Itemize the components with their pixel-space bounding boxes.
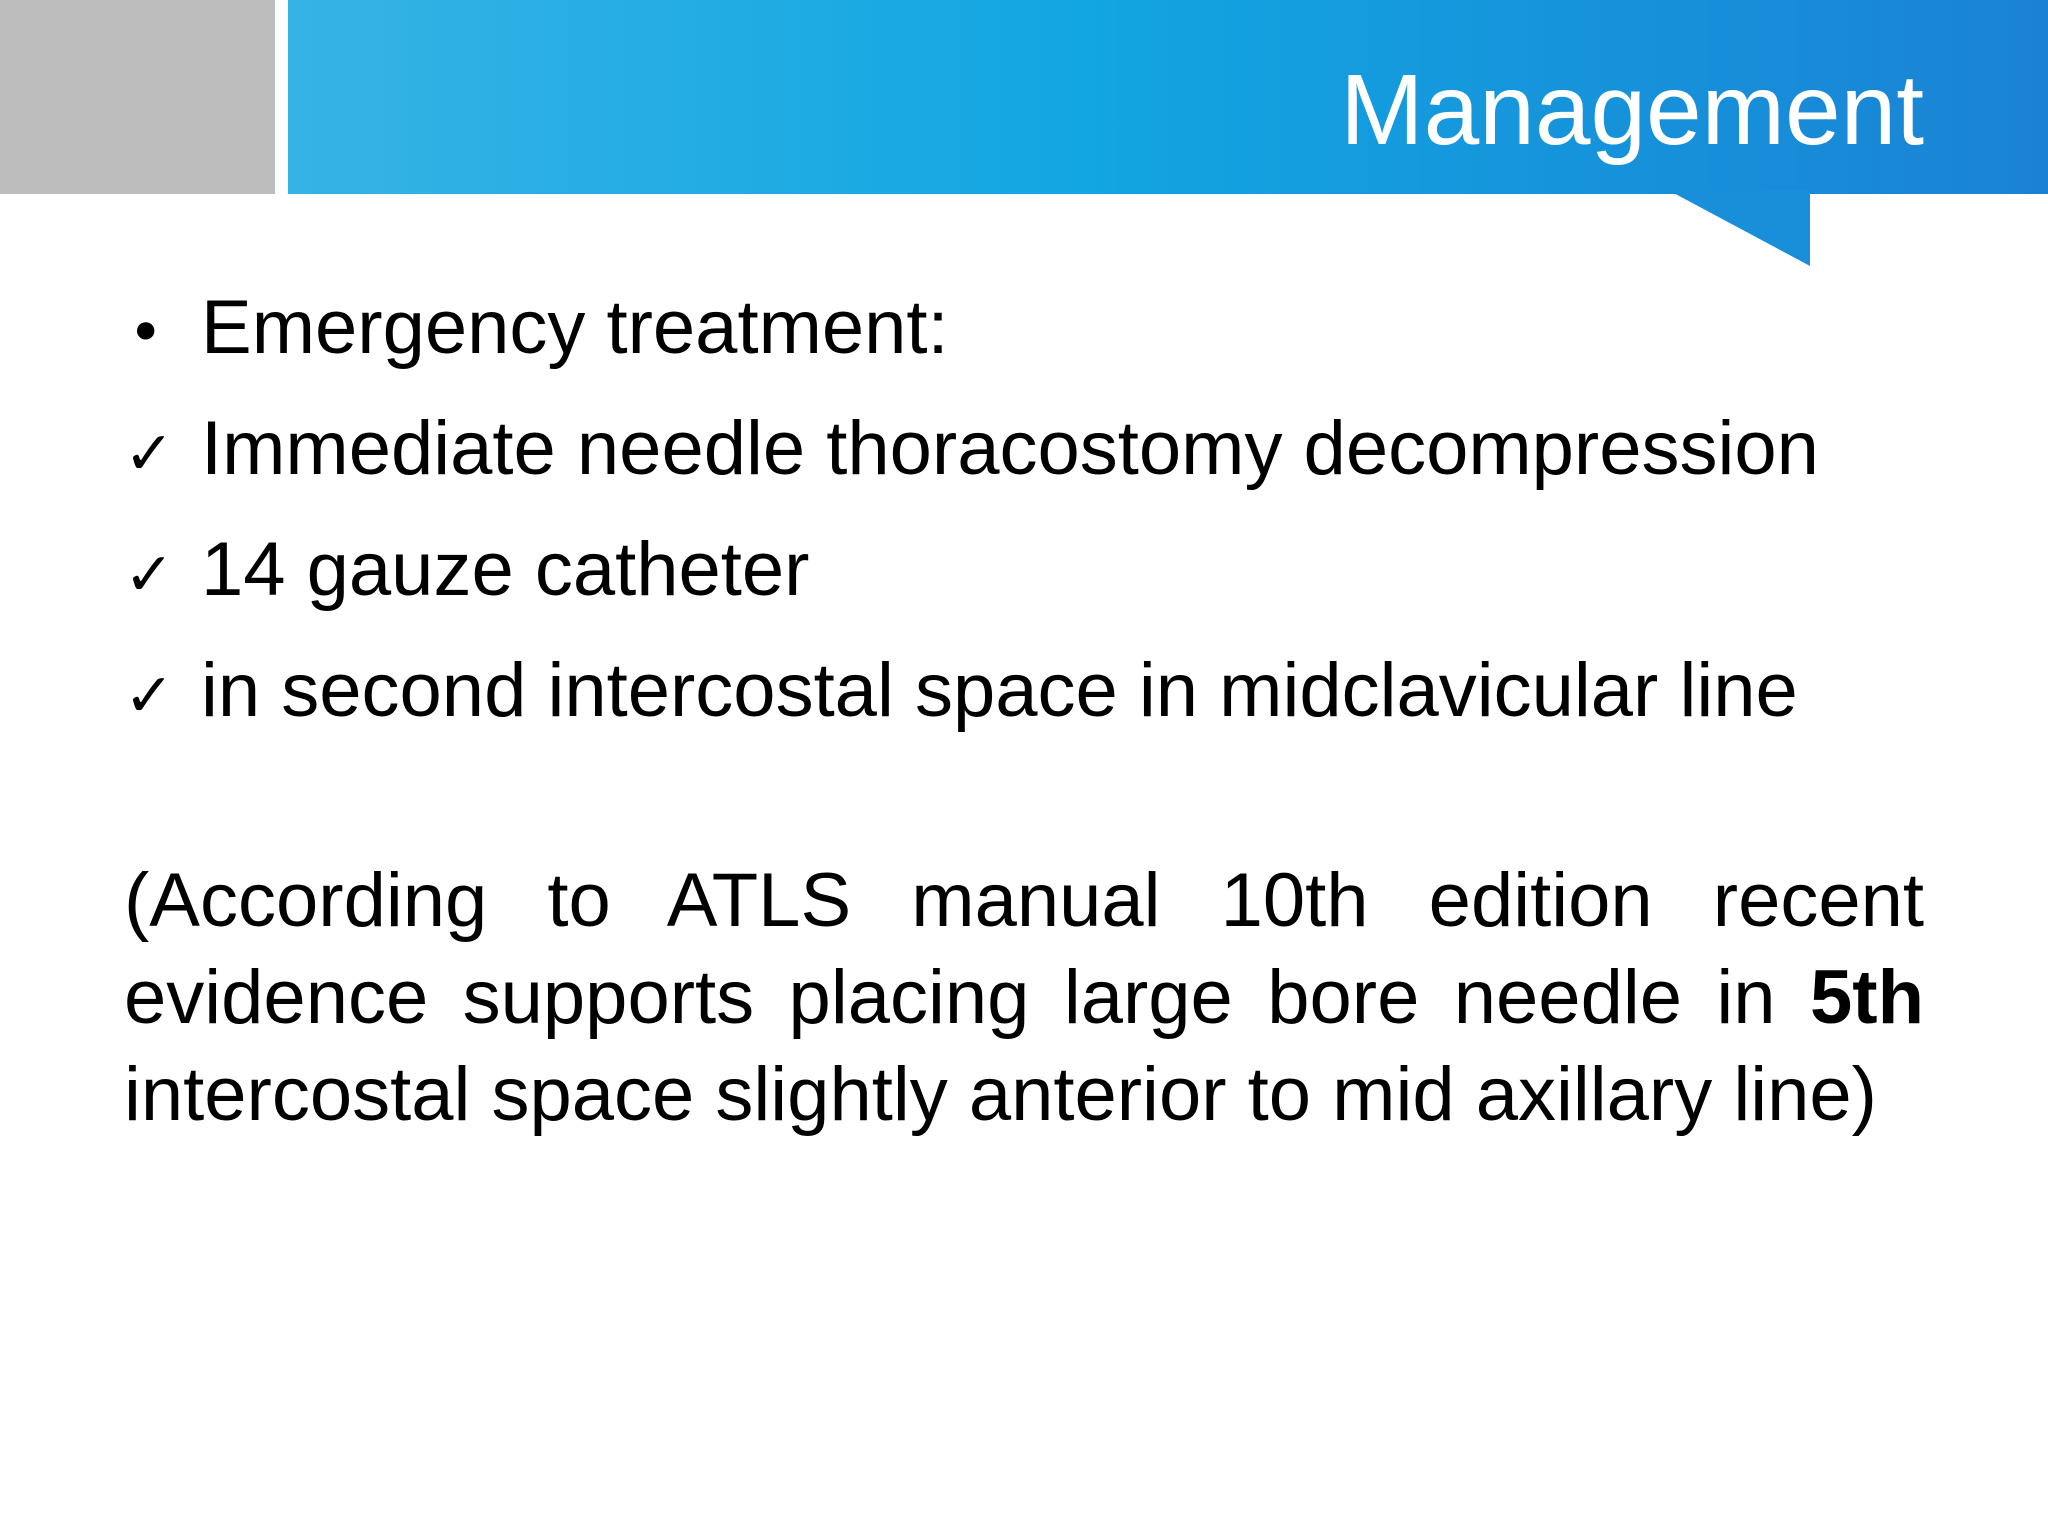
list-item — [124, 512, 1924, 633]
atls-note — [124, 852, 1924, 1143]
header-gray-block — [0, 0, 275, 194]
bullet-text: 14 gauze catheter — [201, 527, 810, 612]
list-item — [124, 270, 1924, 391]
bullet-text: Emergency treatment: — [201, 285, 949, 370]
slide-title: Management — [1340, 54, 1924, 166]
header-pointer-shape — [1668, 190, 1810, 266]
bullet-list — [124, 270, 1924, 754]
note-text-before: (According to ATLS manual 10th edition recent evidence supports placing large bore needle in — [124, 858, 1924, 1040]
list-item — [124, 391, 1924, 512]
checkmark-icon: ✓ — [124, 540, 175, 610]
checkmark-icon: ✓ — [124, 419, 175, 489]
list-item — [124, 633, 1924, 754]
bullet-dot-icon: • — [128, 298, 164, 368]
note-bold-text: 5th — [1810, 955, 1924, 1040]
bullet-text: in second intercostal space in midclavicular line — [201, 648, 1798, 733]
bullet-text: Immediate needle thoracostomy decompression — [201, 406, 1819, 491]
note-text-after: intercostal space slightly anterior to mid axillary line) — [124, 1052, 1877, 1137]
checkmark-icon: ✓ — [124, 661, 175, 731]
